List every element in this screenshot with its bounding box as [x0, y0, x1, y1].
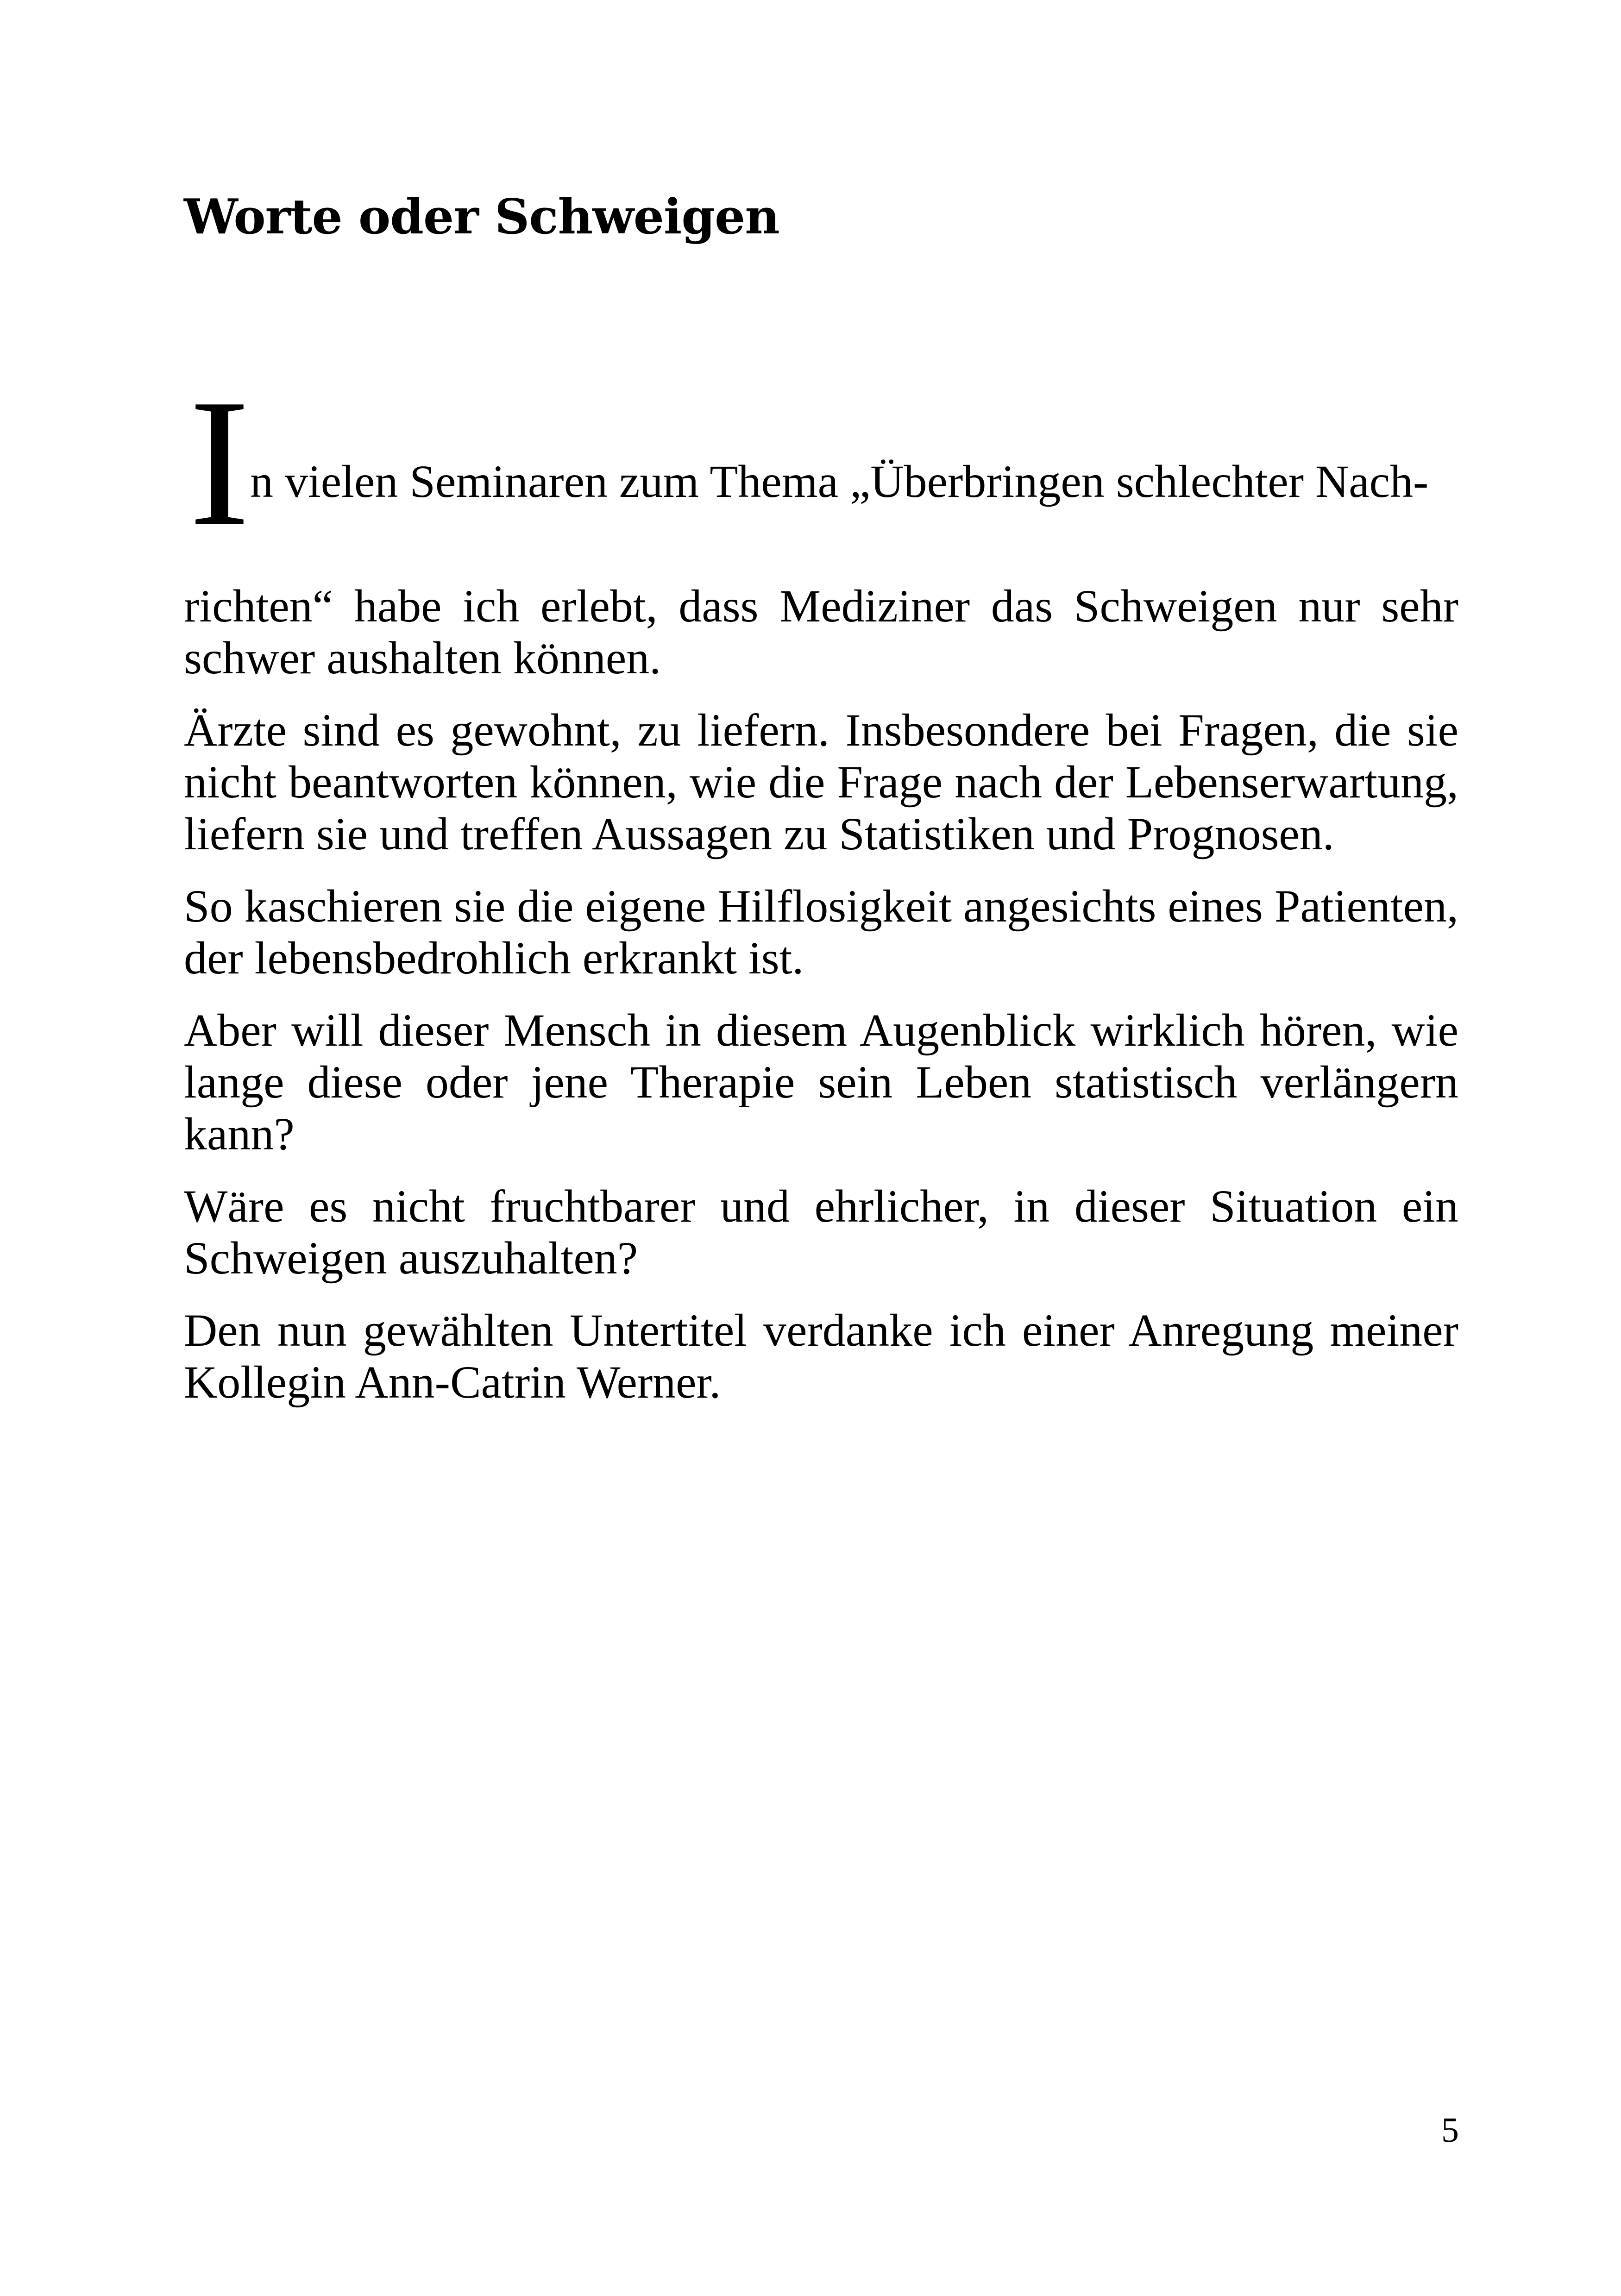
paragraph: Aber will dieser Mensch in diesem Augenblick wirklich hören, wie lange diese oder jene Therapie sein Leben statistisch verlängern kann? — [184, 1004, 1458, 1160]
paragraph: Den nun gewählten Untertitel verdanke ich einer Anregung meiner Kollegin Ann-Catrin Werner. — [184, 1305, 1458, 1408]
paragraph: So kaschieren sie die eigene Hilflosigkeit angesichts eines Patienten, der lebensbedrohlich erkrankt ist. — [184, 880, 1459, 984]
paragraph: richten“ habe ich erlebt, dass Mediziner das Schweigen nur sehr schwer aushalten können. — [184, 580, 1458, 684]
paragraph: Ärzte sind es gewohnt, zu liefern. Insbesondere bei Fragen, die sie nicht beantworten können, wie die Frage nach der Lebenserwartung, liefern sie und treffen Aussagen zu Statistiken und Prognosen. — [184, 704, 1458, 859]
paragraph: Wäre es nicht fruchtbarer und ehrlicher, in dieser Situation ein Schweigen auszuhalten? — [184, 1180, 1458, 1284]
first-line: n vielen Seminaren zum Thema „Überbringen schlechter Nach- — [250, 456, 1429, 507]
body-text — [184, 580, 1458, 1429]
drop-cap: I — [189, 362, 250, 564]
page-number: 5 — [1441, 2111, 1459, 2150]
page-title: Worte oder Schweigen — [184, 188, 779, 245]
